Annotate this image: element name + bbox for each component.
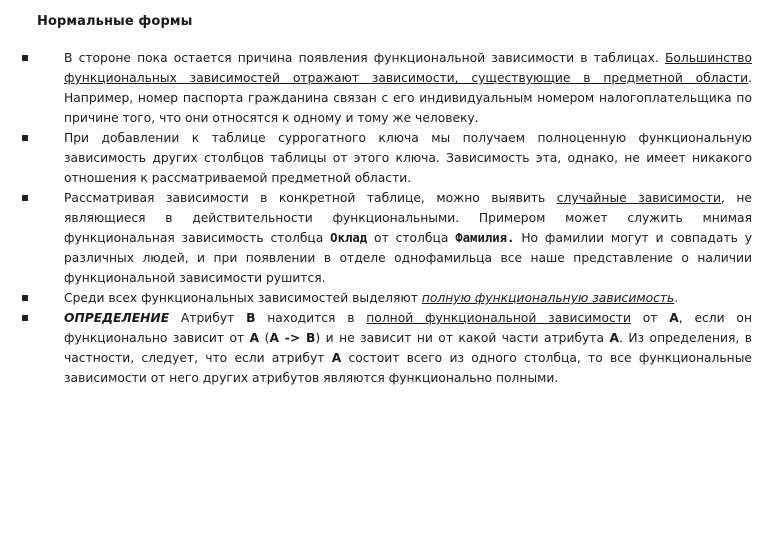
bullet-text: . Из определения, в частности, следует, что если атрибут: [64, 331, 753, 365]
underlined-phrase: Большинство функциональных зависимостей отражают зависимости, существующие в предметной области: [64, 51, 752, 85]
attribute-b: B: [246, 311, 256, 325]
attribute-a: A: [331, 351, 342, 365]
bullet-text: Среди всех функциональных зависимостей выделяют: [64, 291, 422, 305]
underlined-term: полной функциональной зависимости: [366, 311, 631, 325]
bullet-text: состоит всего из одного столбца, то все функциональные зависимости от него других атрибутов являются функционально полными.: [64, 351, 752, 385]
bullet-text: . Например, номер паспорта гражданина связан с его индивидуальным номером налогоплательщика по причине того, что они относятся к одному и тому же человеку.: [64, 71, 752, 125]
bullet-item: [22, 308, 752, 388]
bullet-item: [22, 288, 752, 308]
bullet-item: [22, 188, 752, 288]
dependency-notation: A -> B: [269, 331, 316, 345]
bullet-square-icon: [22, 315, 28, 321]
bullet-text: Атрибут: [169, 311, 247, 325]
definition-label: ОПРЕДЕЛЕНИЕ: [64, 311, 170, 325]
bullet-text: от столбца: [367, 231, 456, 245]
attribute-a: A: [609, 331, 619, 345]
bullet-square-icon: [22, 55, 28, 61]
bullet-text: (: [259, 331, 270, 345]
bullet-text: При добавлении к таблице суррогатного ключа мы получаем полноценную функциональную зависимость других столбцов таблицы от этого ключа. Зависимость эта, однако, не имеет никакого отношения к рассматриваемой предметной области.: [64, 131, 752, 185]
bullet-square-icon: [22, 295, 28, 301]
bullet-text: Но фамилии могут и совпадать у различных людей, и при появлении в отделе однофамильца все наше представление о наличии функциональной зависимости рушится.: [64, 231, 752, 285]
bullet-square-icon: [22, 135, 28, 141]
bullet-text: .: [674, 291, 679, 305]
bullet-text: В стороне пока остается причина появления функциональной зависимости в таблицах.: [64, 51, 665, 65]
slide-title: Нормальные формы: [37, 14, 193, 29]
bullet-text: находится в: [255, 311, 367, 325]
bullet-text: Рассматривая зависимости в конкретной таблице, можно выявить: [64, 191, 557, 205]
bullet-text: от: [630, 311, 670, 325]
bullet-text: ) и не зависит ни от какой части атрибута: [315, 331, 610, 345]
underlined-term: полную функциональную зависимость: [421, 291, 675, 305]
bullet-text: , если он функционально зависит от: [64, 311, 752, 345]
attribute-a: A: [669, 311, 679, 325]
column-name-familiya: Фамилия.: [455, 231, 515, 245]
underlined-phrase: случайные зависимости: [556, 191, 721, 205]
column-name-oklad: Оклад: [330, 231, 368, 245]
bullet-list: [22, 48, 752, 388]
bullet-square-icon: [22, 195, 28, 201]
attribute-a: A: [249, 331, 260, 345]
bullet-item: [22, 48, 752, 128]
bullet-item: [22, 128, 752, 188]
bullet-text: , не являющиеся в действительности функциональными. Примером может служить мнимая функциональная зависимость столбца: [64, 191, 752, 245]
